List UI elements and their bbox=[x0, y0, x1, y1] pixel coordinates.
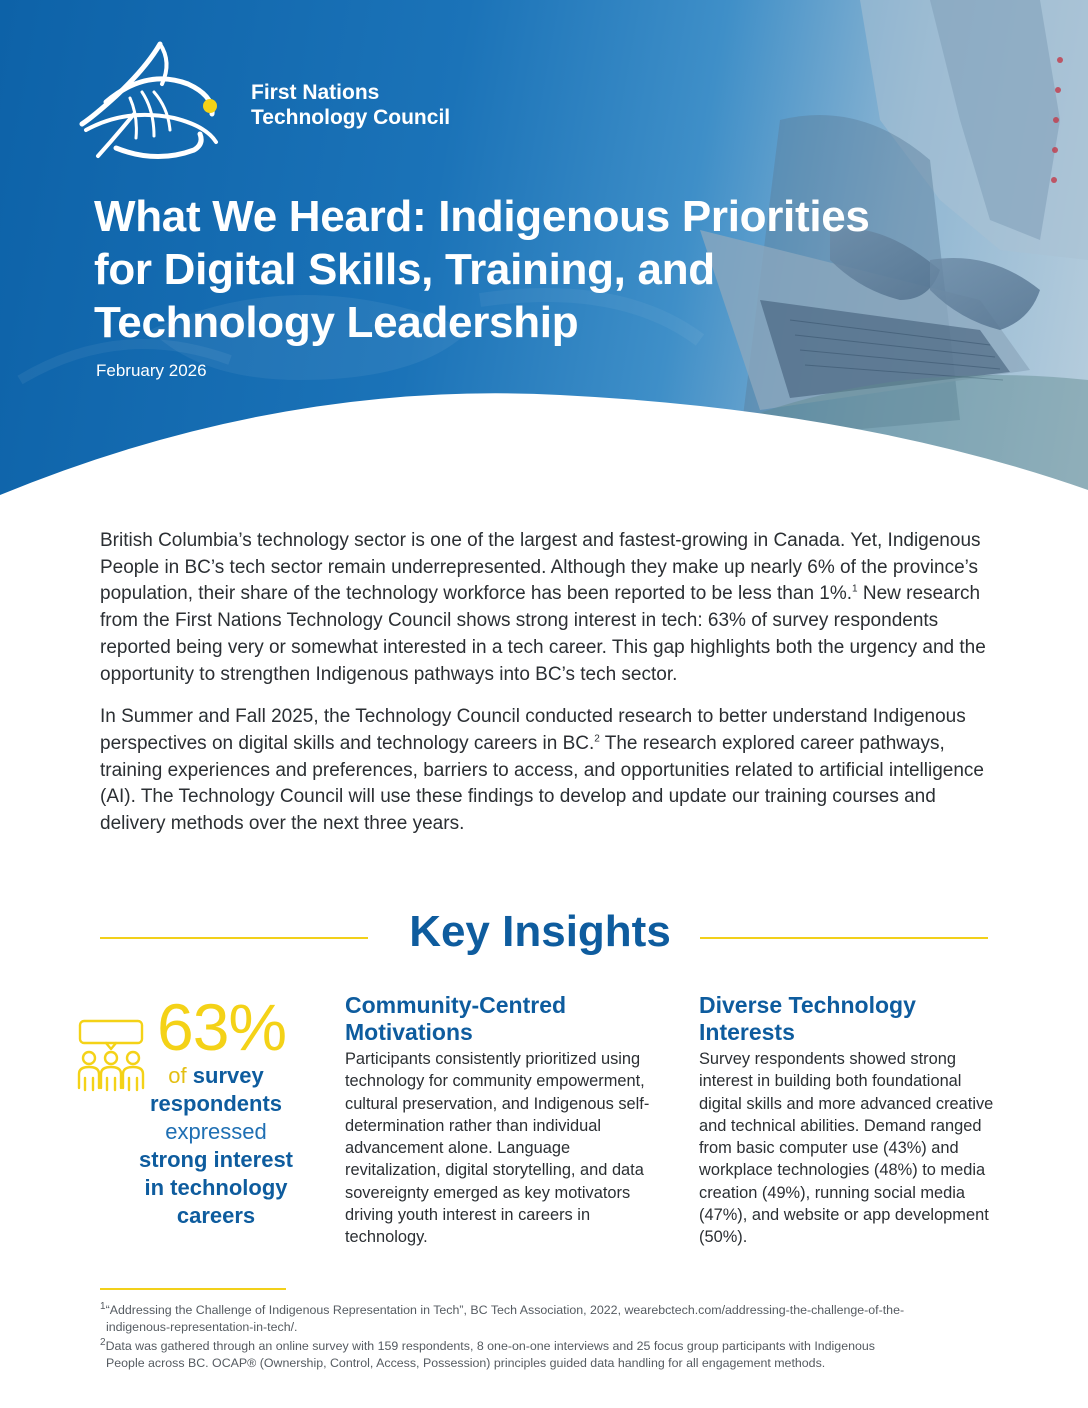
intro-text bbox=[100, 528, 1000, 854]
footnote-2 bbox=[100, 1338, 1010, 1372]
stat-word-of: of bbox=[168, 1063, 187, 1088]
insight-2-heading-line1: Diverse Technology bbox=[699, 992, 916, 1018]
intro-paragraph-1 bbox=[100, 528, 1000, 688]
org-name-line2: Technology Council bbox=[251, 106, 451, 129]
footnote-rule bbox=[100, 1288, 286, 1290]
stat-description bbox=[120, 1062, 312, 1230]
stat-word-respondents: respondents bbox=[149, 1091, 283, 1116]
footnote-2-line2: People across BC. OCAP® (Ownership, Control, Access, Possession) principles guided data handling for all engagement methods. bbox=[106, 1356, 826, 1370]
insight-1-heading-line2: Motivations bbox=[345, 1019, 473, 1045]
stat-line-strong-interest: strong interest bbox=[138, 1147, 294, 1172]
title-line2: for Digital Skills, Training, and bbox=[94, 245, 715, 294]
intro-p1-part-a: British Columbia’s technology sector is one of the largest and fastest-growing in Canada. Yet, Indigenous People in BC’s tech sector remain underrepresented. Although they make up nearly 6% of the province’s population, their share of the technology workforce has been reported to be less than 1%. bbox=[100, 530, 981, 605]
key-insights-heading: Key Insights bbox=[409, 907, 671, 956]
stat-percentage: 63% bbox=[157, 990, 287, 1064]
insight-1-heading-line1: Community-Centred bbox=[345, 992, 567, 1018]
footnote-ref-2: 2 bbox=[594, 733, 600, 745]
insight-2-heading-line2: Interests bbox=[699, 1019, 795, 1045]
intro-paragraph-2 bbox=[100, 704, 1000, 838]
insight-2-heading bbox=[699, 992, 1007, 1046]
stat-word-survey: survey bbox=[192, 1063, 264, 1088]
intro-p2-part-b: The research explored career pathways, training experiences and preferences, barriers to access, and opportunities related to artificial intelligence (AI). The Technology Council will use these findings to develop and update our training courses and delivery methods over the next three years. bbox=[100, 732, 984, 835]
insight-community-motivations bbox=[345, 992, 665, 1249]
key-insights-rule-left bbox=[100, 937, 368, 939]
insight-1-heading bbox=[345, 992, 665, 1046]
publication-date: February 2026 bbox=[96, 361, 207, 380]
key-insights-rule-right bbox=[700, 937, 988, 939]
intro-p2-part-a: In Summer and Fall 2025, the Technology Council conducted research to better understand Indigenous perspectives on digital skills and technology careers in BC. bbox=[100, 706, 966, 754]
footnote-1-mark: 1 bbox=[100, 1300, 106, 1312]
insight-2-body: Survey respondents showed strong interest in building both foundational digital skills and more advanced creative and technical abilities. Demand ranged from basic computer use (43%) and workplace technologies (48%) to media creation (49%), running social media (47%), and website or app development (50%). bbox=[699, 1050, 994, 1247]
org-name-line1: First Nations bbox=[251, 81, 380, 104]
footnotes bbox=[100, 1302, 1010, 1374]
hero-banner bbox=[0, 0, 1088, 500]
insight-technology-interests bbox=[699, 992, 1007, 1249]
organization-name bbox=[251, 80, 450, 130]
title-line1: What We Heard: Indigenous Priorities bbox=[94, 192, 870, 241]
footnote-1-line2[interactable]: indigenous-representation-in-tech/. bbox=[106, 1320, 298, 1334]
insight-1-body: Participants consistently prioritized using technology for community empowerment, cultural preservation, and Indigenous self-determination rather than individual advancement alone. Language revitalization, digital storytelling, and data sovereignty emerged as key motivators driving youth interest in careers in technology. bbox=[345, 1050, 650, 1247]
intro-p1-part-b: New research from the First Nations Technology Council shows strong interest in tech: 63% of survey respondents reported being very or somewhat interested in a tech career. This gap highlights both the urgency and the opportunity to strengthen Indigenous pathways into BC’s tech sector. bbox=[100, 583, 986, 685]
footnote-1-line1: “Addressing the Challenge of Indigenous Representation in Tech”, BC Tech Association, 2022, wearebctech.com/addressing-the-challenge-of-the- bbox=[105, 1303, 905, 1317]
footnote-1 bbox=[100, 1302, 1010, 1336]
title-line3: Technology Leadership bbox=[94, 298, 579, 347]
footnote-ref-1: 1 bbox=[852, 584, 858, 596]
stat-word-expressed: expressed bbox=[165, 1119, 267, 1144]
stat-line-careers: careers bbox=[176, 1203, 256, 1228]
page-title bbox=[94, 190, 994, 349]
thunderbird-logo-icon bbox=[76, 38, 226, 166]
footnote-2-line1: Data was gathered through an online survey with 159 respondents, 8 one-on-one interviews and 25 focus group participants with Indigenous bbox=[105, 1339, 875, 1353]
footnote-2-mark: 2 bbox=[100, 1336, 106, 1348]
stat-line-in-technology: in technology bbox=[144, 1175, 288, 1200]
